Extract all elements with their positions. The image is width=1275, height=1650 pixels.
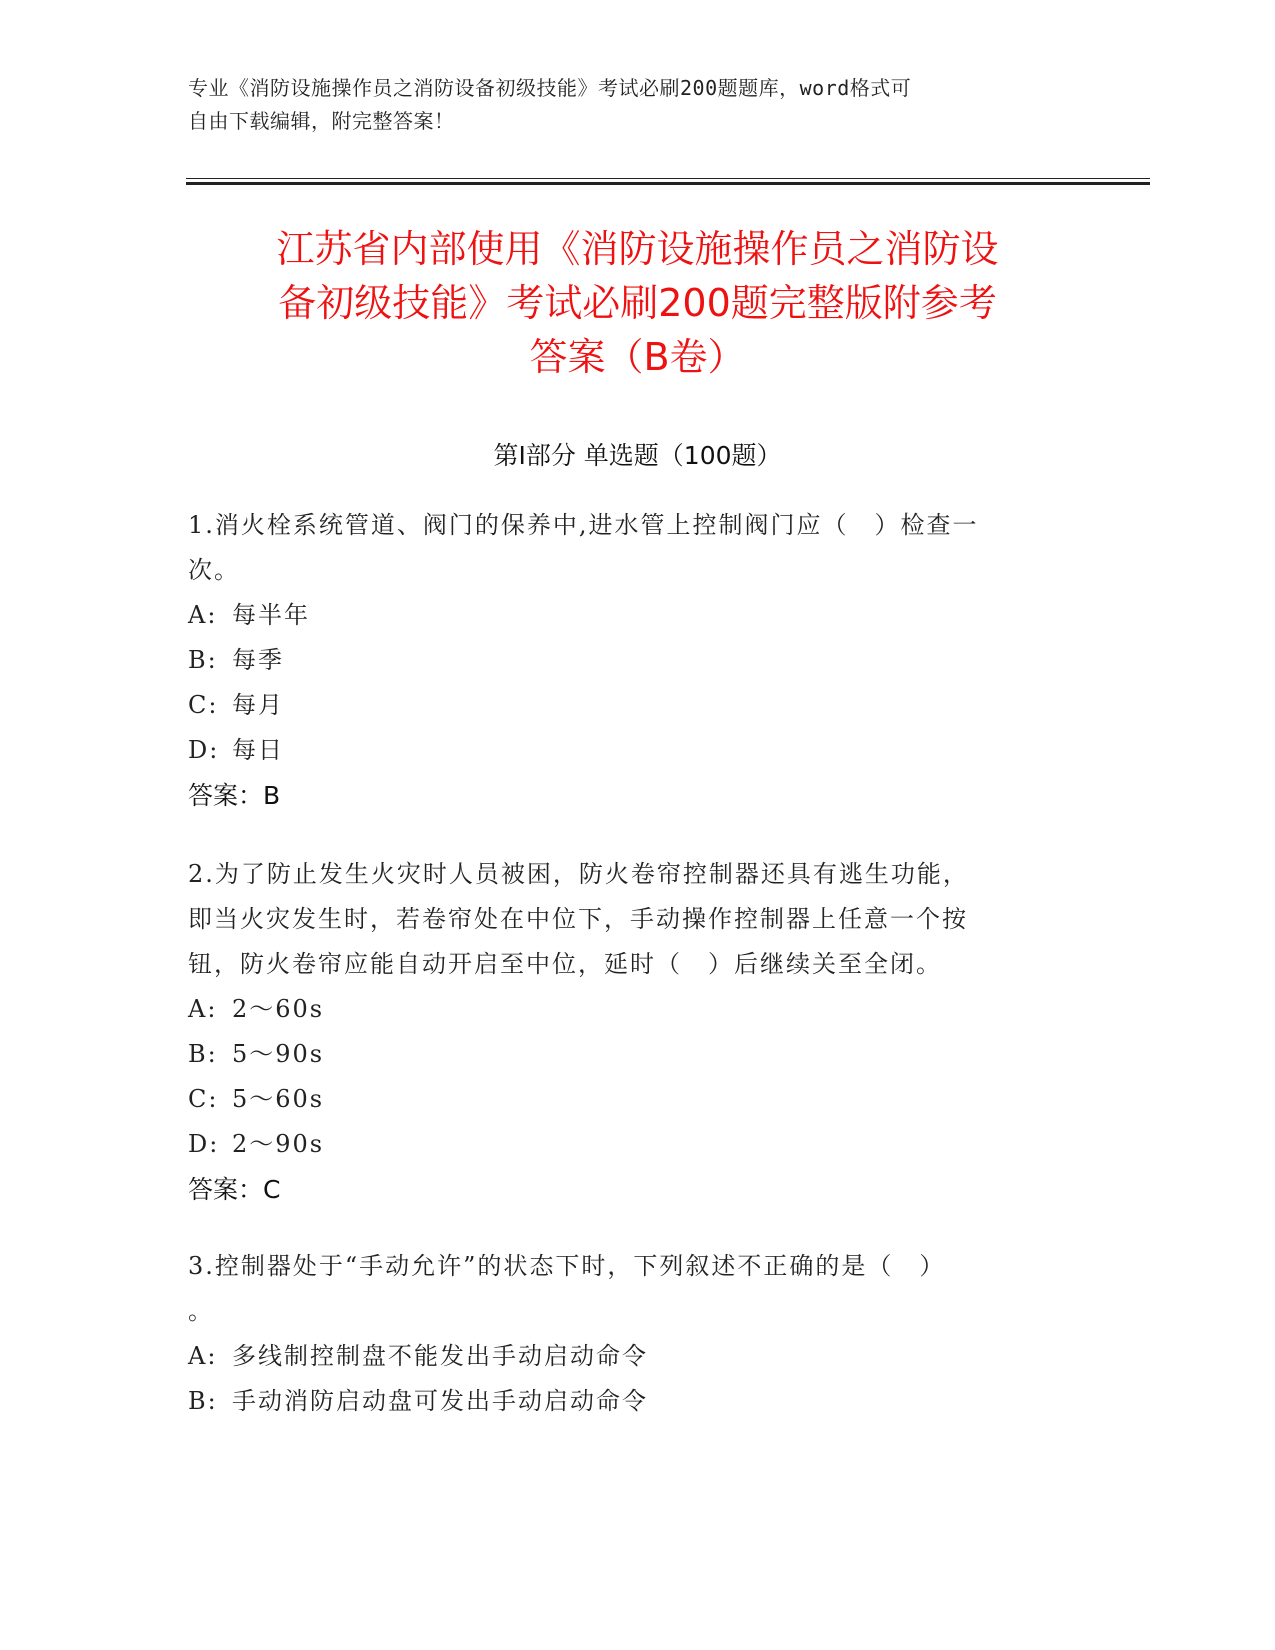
option-b: B: 手动消防启动盘可发出手动启动命令 [188, 1387, 648, 1415]
option-b: B: 5～90s [188, 1040, 325, 1068]
question-2 [188, 852, 1088, 1212]
title-line-2: 备初级技能》考试必刷200题完整版附参考 [278, 281, 997, 325]
option-a: A: 多线制控制盘不能发出手动启动命令 [188, 1342, 648, 1370]
header-divider-thick [186, 182, 1150, 185]
question-stem: 2.为了防止发生火灾时人员被困，防火卷帘控制器还具有逃生功能， [188, 860, 969, 888]
question-stem: 即当火灾发生时，若卷帘处在中位下，手动操作控制器上任意一个按 [188, 905, 968, 933]
header-line-1: 专业《消防设施操作员之消防设备初级技能》考试必刷200题题库，word格式可 [188, 76, 912, 100]
answer-label: 答案：B [188, 781, 281, 810]
question-stem: 。 [188, 1297, 214, 1325]
option-d: D: 2～90s [188, 1130, 325, 1158]
document-header [188, 72, 1068, 138]
title-line-1: 江苏省内部使用《消防设施操作员之消防设 [276, 227, 999, 271]
document-title [140, 222, 1135, 384]
option-a: A: 2～60s [188, 995, 325, 1023]
option-d: D: 每日 [188, 736, 284, 764]
question-stem: 3.控制器处于“手动允许”的状态下时，下列叙述不正确的是（ ） [188, 1252, 946, 1280]
option-c: C: 每月 [188, 691, 284, 719]
question-stem: 次。 [188, 556, 240, 584]
question-stem: 钮，防火卷帘应能自动开启至中位，延时（ ）后继续关至全闭。 [188, 950, 942, 978]
option-c: C: 5～60s [188, 1085, 325, 1113]
option-a: A: 每半年 [188, 601, 310, 629]
title-line-3: 答案（B卷） [529, 335, 746, 379]
header-divider-thin [186, 178, 1150, 179]
question-3 [188, 1244, 1088, 1424]
question-1 [188, 503, 1088, 818]
section-heading: 第Ⅰ部分 单选题（100题） [493, 441, 782, 470]
answer-label: 答案：C [188, 1175, 281, 1204]
header-line-2: 自由下载编辑，附完整答案！ [188, 109, 455, 133]
option-b: B: 每季 [188, 646, 284, 674]
question-stem: 1.消火栓系统管道、阀门的保养中,进水管上控制阀门应（ ）检查一 [188, 511, 979, 539]
